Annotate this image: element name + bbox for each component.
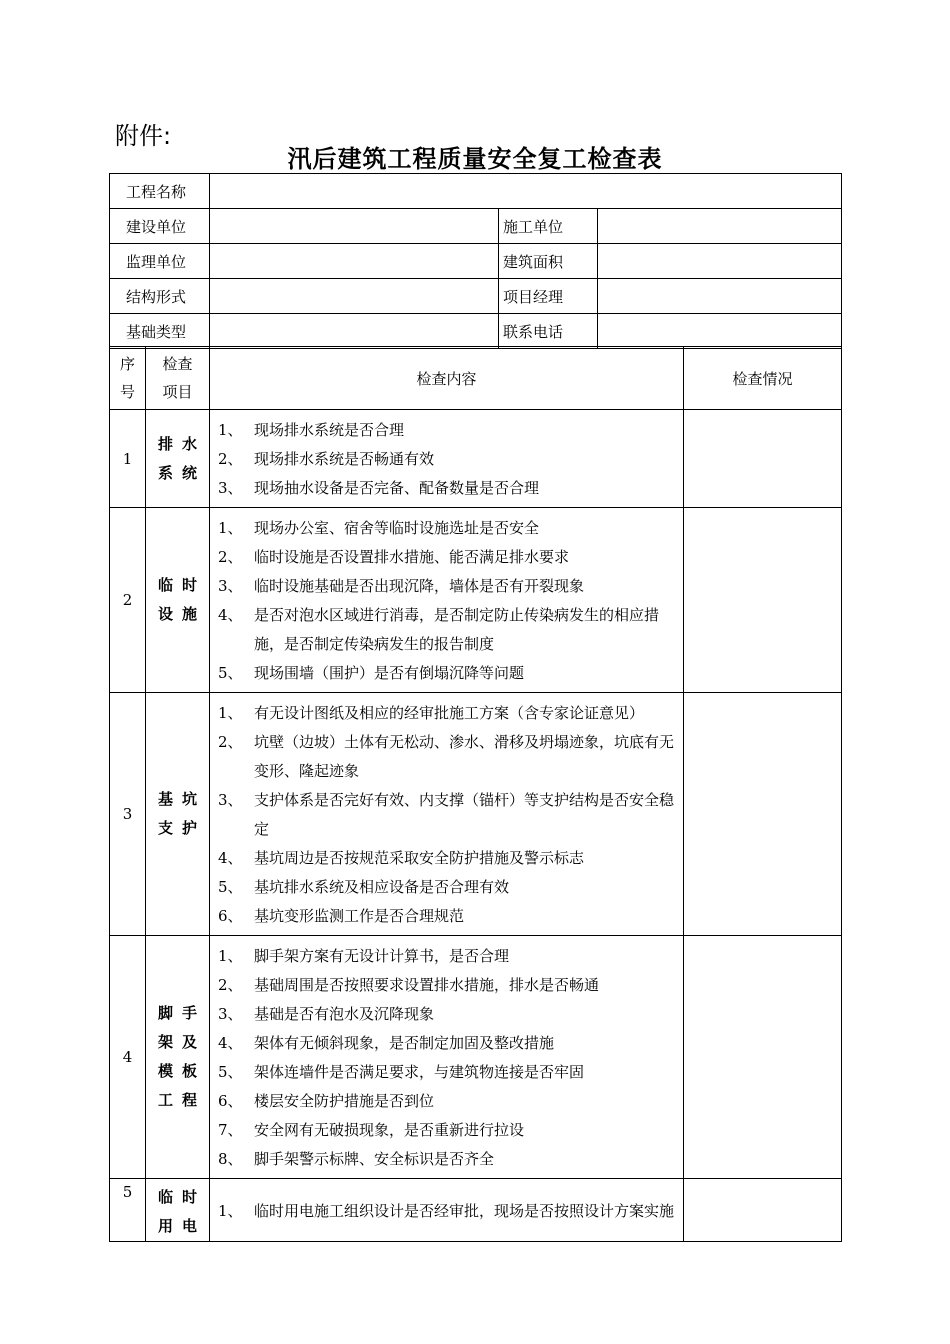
- header-item: [146, 347, 210, 410]
- check-item-text: 现场抽水设备是否完备、配备数量是否合理: [254, 479, 540, 497]
- structure-type-label: 结构形式: [110, 279, 210, 314]
- check-item-number: 5、: [218, 878, 243, 896]
- attachment-label: 附件:: [115, 122, 172, 150]
- check-item: [218, 659, 677, 688]
- check-item: [218, 1145, 677, 1174]
- category-line: 临时: [157, 576, 206, 594]
- check-item-text: 架体有无倾斜现象，是否制定加固及整改措施: [254, 1034, 555, 1052]
- check-item-number: 6、: [218, 907, 243, 925]
- category-line: 临时: [157, 1188, 206, 1206]
- check-item: [218, 902, 677, 931]
- check-item-number: 7、: [218, 1121, 243, 1139]
- check-item: [218, 601, 677, 659]
- info-row: [110, 209, 842, 244]
- category-line: 模板: [157, 1062, 206, 1080]
- category-line: 工程: [157, 1091, 206, 1109]
- table-row: [110, 693, 842, 936]
- check-item: [218, 445, 677, 474]
- row-category: [146, 693, 210, 936]
- row-check-items: [210, 410, 684, 508]
- page-title: 汛后建筑工程质量安全复工检查表: [287, 145, 663, 173]
- check-item: [218, 786, 677, 844]
- table-row: [110, 508, 842, 693]
- inspection-rows: [110, 410, 842, 1242]
- check-item-number: 6、: [218, 1092, 243, 1110]
- check-item-text: 临时设施基础是否出现沉降，墙体是否有开裂现象: [254, 577, 585, 595]
- header-item-line2: 项目: [162, 383, 193, 401]
- check-item-text: 架体连墙件是否满足要求，与建筑物连接是否牢固: [254, 1063, 585, 1081]
- row-result-field[interactable]: [684, 936, 842, 1179]
- check-item: [218, 699, 677, 728]
- info-row: [110, 279, 842, 314]
- table-header-row: [110, 347, 842, 410]
- check-item-number: 1、: [218, 1201, 243, 1220]
- row-category: [146, 508, 210, 693]
- category-line: 设施: [157, 605, 206, 623]
- category-line: 架及: [157, 1033, 206, 1051]
- supervision-unit-field[interactable]: [210, 244, 499, 279]
- check-item-text: 坑壁（边坡）土体有无松动、渗水、滑移及坍塌迹象，坑底有无变形、隆起迹象: [254, 733, 675, 780]
- check-item-text: 现场排水系统是否合理: [254, 421, 405, 439]
- foundation-type-label: 基础类型: [110, 314, 210, 349]
- check-item: [218, 1197, 677, 1226]
- category-line: 脚手: [157, 1004, 206, 1022]
- contact-phone-field[interactable]: [598, 314, 842, 349]
- check-item-number: 4、: [218, 1034, 243, 1052]
- check-item-text: 支护体系是否完好有效、内支撑（锚杆）等支护结构是否安全稳定: [254, 791, 675, 838]
- check-item-number: 1、: [218, 704, 243, 722]
- check-item-number: 2、: [218, 548, 243, 566]
- info-row: [110, 314, 842, 349]
- check-item: [218, 1029, 677, 1058]
- row-number: 4: [110, 936, 146, 1179]
- builder-unit-label: 施工单位: [499, 209, 598, 244]
- builder-unit-field[interactable]: [598, 209, 842, 244]
- row-category: [146, 936, 210, 1179]
- check-item-number: 2、: [218, 733, 243, 751]
- category-line: 基坑: [157, 790, 206, 808]
- contact-phone-label: 联系电话: [499, 314, 598, 349]
- project-info-table: [109, 173, 842, 349]
- check-item-number: 8、: [218, 1150, 243, 1168]
- inspection-table: [109, 346, 842, 1242]
- table-row: [110, 410, 842, 508]
- row-result-field[interactable]: [684, 693, 842, 936]
- foundation-type-field[interactable]: [210, 314, 499, 349]
- supervision-unit-label: 监理单位: [110, 244, 210, 279]
- category-line: 系统: [157, 463, 206, 482]
- row-category: [146, 1179, 210, 1242]
- check-item-number: 3、: [218, 479, 243, 497]
- building-area-label: 建筑面积: [499, 244, 598, 279]
- check-item: [218, 1000, 677, 1029]
- project-name-field[interactable]: [210, 174, 842, 209]
- header-result: 检查情况: [684, 347, 842, 410]
- row-check-items: [210, 508, 684, 693]
- header-item-line1: 检查: [162, 355, 193, 373]
- project-name-label: 工程名称: [110, 174, 210, 209]
- check-item: [218, 971, 677, 1000]
- check-item-text: 脚手架方案有无设计计算书，是否合理: [254, 947, 510, 965]
- check-item-number: 1、: [218, 421, 243, 439]
- header-no-line2: 号: [119, 383, 135, 401]
- check-item-text: 现场办公室、宿舍等临时设施选址是否安全: [254, 519, 540, 537]
- check-item-text: 基坑排水系统及相应设备是否合理有效: [254, 878, 510, 896]
- check-item: [218, 1116, 677, 1145]
- check-item: [218, 416, 677, 445]
- check-item-number: 1、: [218, 519, 243, 537]
- table-row: [110, 936, 842, 1179]
- row-category: [146, 410, 210, 508]
- category-line: 支护: [157, 819, 206, 837]
- structure-type-field[interactable]: [210, 279, 499, 314]
- check-item: [218, 543, 677, 572]
- check-item: [218, 514, 677, 543]
- header-no-line1: 序: [119, 355, 135, 373]
- check-item-number: 5、: [218, 664, 243, 682]
- check-item: [218, 873, 677, 902]
- row-result-field[interactable]: [684, 410, 842, 508]
- check-item-text: 脚手架警示标牌、安全标识是否齐全: [254, 1150, 495, 1168]
- check-item-text: 楼层安全防护措施是否到位: [254, 1092, 435, 1110]
- row-result-field[interactable]: [684, 1179, 842, 1242]
- check-item-number: 2、: [218, 976, 243, 994]
- check-item: [218, 1058, 677, 1087]
- check-item: [218, 474, 677, 503]
- check-item: [218, 1087, 677, 1116]
- check-item-text: 现场围墙（围护）是否有倒塌沉降等问题: [254, 664, 525, 682]
- row-check-items: [210, 1179, 684, 1242]
- check-item-number: 3、: [218, 791, 243, 809]
- row-number: 5: [110, 1179, 146, 1242]
- check-item-text: 有无设计图纸及相应的经审批施工方案（含专家论证意见）: [254, 704, 645, 722]
- check-item-text: 基础周围是否按照要求设置排水措施，排水是否畅通: [254, 976, 600, 994]
- project-manager-label: 项目经理: [499, 279, 598, 314]
- check-item-text: 基坑变形监测工作是否合理规范: [254, 907, 465, 925]
- row-result-field[interactable]: [684, 508, 842, 693]
- check-item-text: 临时用电施工组织设计是否经审批，现场是否按照设计方案实施: [254, 1201, 675, 1220]
- row-number: 1: [110, 410, 146, 508]
- check-item-text: 是否对泡水区域进行消毒，是否制定防止传染病发生的相应措施，是否制定传染病发生的报告制度: [254, 606, 660, 653]
- check-item-text: 基坑周边是否按规范采取安全防护措施及警示标志: [254, 849, 585, 867]
- table-row: [110, 1179, 842, 1242]
- check-item-text: 临时设施是否设置排水措施、能否满足排水要求: [254, 548, 570, 566]
- check-item: [218, 572, 677, 601]
- row-number: 2: [110, 508, 146, 693]
- check-item-number: 5、: [218, 1063, 243, 1081]
- row-check-items: [210, 936, 684, 1179]
- check-item-number: 3、: [218, 577, 243, 595]
- construction-unit-label: 建设单位: [110, 209, 210, 244]
- construction-unit-field[interactable]: [210, 209, 499, 244]
- check-item-text: 现场排水系统是否畅通有效: [254, 450, 435, 468]
- check-item: [218, 942, 677, 971]
- building-area-field[interactable]: [598, 244, 842, 279]
- header-content: 检查内容: [210, 347, 684, 410]
- row-number: 3: [110, 693, 146, 936]
- check-item-number: 1、: [218, 947, 243, 965]
- check-item-text: 安全网有无破损现象，是否重新进行拉设: [254, 1121, 525, 1139]
- check-item-number: 4、: [218, 849, 243, 867]
- check-item-number: 3、: [218, 1005, 243, 1023]
- info-row: [110, 244, 842, 279]
- check-item-text: 基础是否有泡水及沉降现象: [254, 1005, 435, 1023]
- row-check-items: [210, 693, 684, 936]
- check-item: [218, 728, 677, 786]
- category-line: 用电: [157, 1217, 206, 1235]
- info-row: [110, 174, 842, 209]
- check-item: [218, 844, 677, 873]
- header-no: [110, 347, 146, 410]
- check-item-number: 4、: [218, 606, 243, 624]
- project-manager-field[interactable]: [598, 279, 842, 314]
- category-line: 排水: [157, 434, 206, 453]
- check-item-number: 2、: [218, 450, 243, 468]
